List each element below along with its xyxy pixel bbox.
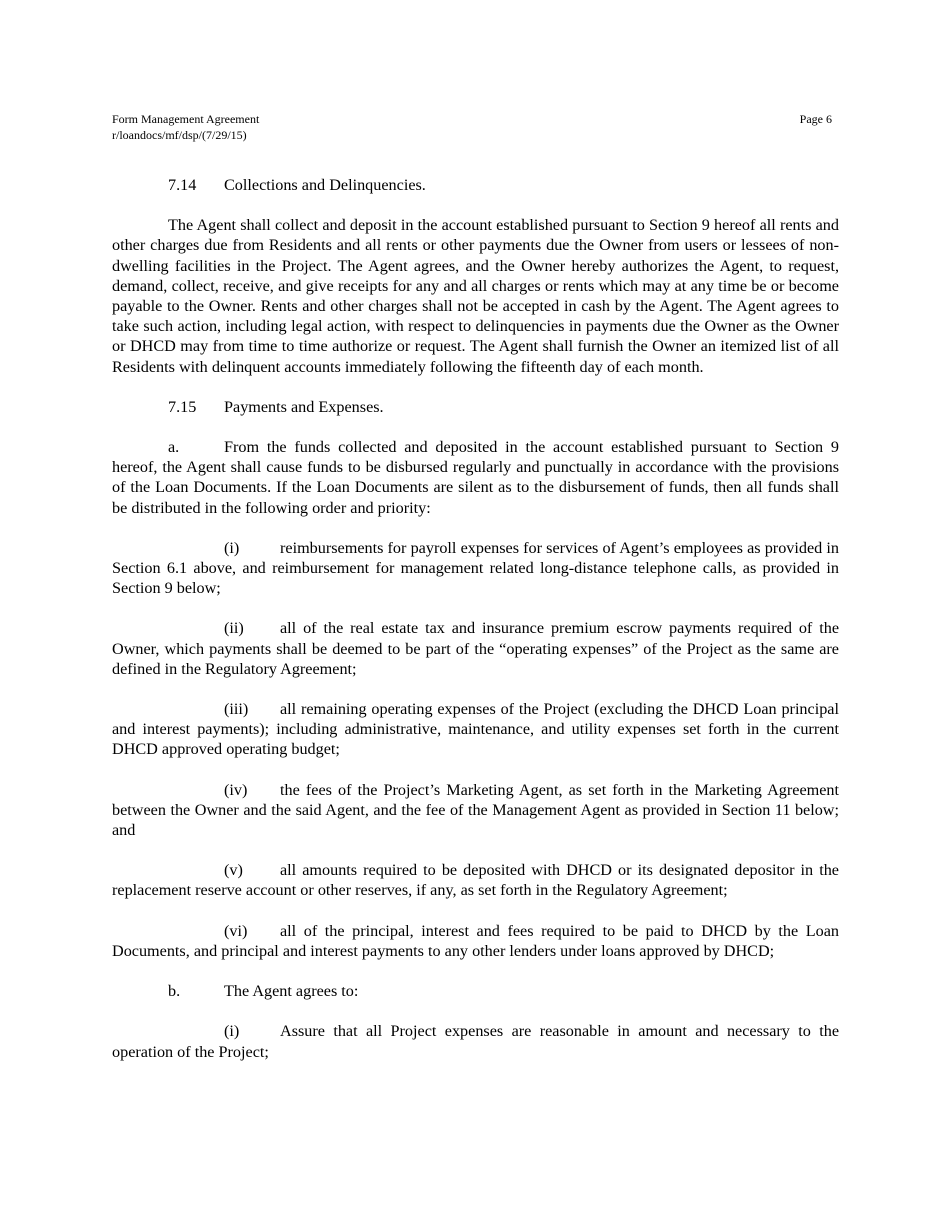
section-7-15-heading: [112, 397, 839, 417]
item-label: (iv): [224, 780, 248, 799]
form-title: Form Management Agreement: [112, 112, 260, 126]
section-7-14-heading: [112, 175, 839, 195]
item-text: all of the principal, interest and fees required to be paid to DHCD by the Loan Documents, and principal and interest payments to any other lenders under loans approved by DHCD;: [112, 921, 839, 960]
list-item: [112, 618, 839, 679]
section-number: 7.15: [168, 397, 197, 416]
list-item: [112, 538, 839, 599]
section-title: Payments and Expenses.: [224, 397, 384, 416]
subsection-a: [112, 437, 839, 518]
list-item: [112, 699, 839, 760]
section-title: Collections and Delinquencies.: [224, 176, 426, 194]
item-label: (i): [224, 538, 240, 557]
subsection-label: b.: [168, 982, 181, 1001]
item-label: (iii): [224, 700, 249, 719]
item-text: all remaining operating expenses of the Project (excluding the DHCD Loan principal and interest payments); including administrative, maintenance, and utility expenses set forth in the current DHCD approved operating budget;: [112, 700, 839, 759]
item-text: all amounts required to be deposited with DHCD or its designated depositor in the replacement reserve account or other reserves, if any, as set forth in the Regulatory Agreement;: [112, 861, 839, 900]
document-body: [112, 175, 839, 1062]
item-text: all of the real estate tax and insurance premium escrow payments required of the Owner, which payments shall be deemed to be part of the “operating expenses” of the Project as the same are defined in the Regulatory Agreement;: [112, 619, 839, 678]
item-label: (vi): [224, 921, 248, 940]
subsection-b: [112, 981, 839, 1001]
subsection-text: The Agent agrees to:: [224, 982, 359, 1001]
section-number: 7.14: [168, 176, 197, 194]
list-item: [112, 860, 839, 900]
item-label: (v): [224, 861, 243, 880]
page-number: Page 6: [799, 112, 832, 126]
section-7-14-body: The Agent shall collect and deposit in the account established pursuant to Section 9 hereof all rents and other charges due from Residents and all rents or other payments due the Owner from users or lessees of non-dwelling facilities in the Project. The Agent agrees, and the Owner hereby authorizes the Agent, to request, demand, collect, receive, and give receipts for any and all charges or rents which may at any time be or become payable to the Owner. Rents and other charges shall not be accepted in cash by the Agent. The Agent agrees to take such action, including legal action, with respect to delinquencies in payments due the Owner as the Owner or DHCD may from time to time authorize or request. The Agent shall furnish the Owner an itemized list of all Residents with delinquent accounts immediately following the fifteenth day of each month.: [112, 216, 839, 376]
subsection-text: From the funds collected and deposited in the account established pursuant to Section 9 hereof, the Agent shall cause funds to be disbursed regularly and punctually in accordance with the provisions of the Loan Documents. If the Loan Documents are silent as to the disbursement of funds, then all funds shall be distributed in the following order and priority:: [112, 438, 839, 517]
list-item: [112, 1021, 839, 1061]
item-label: (ii): [224, 619, 244, 638]
list-item: [112, 921, 839, 961]
doc-reference: r/loandocs/mf/dsp/(7/29/15): [112, 128, 247, 142]
header-left: [112, 111, 259, 143]
list-item: [112, 780, 839, 841]
item-text: Assure that all Project expenses are reasonable in amount and necessary to the operation of the Project;: [112, 1022, 839, 1061]
item-text: the fees of the Project’s Marketing Agent, as set forth in the Marketing Agreement between the Owner and the said Agent, and the fee of the Management Agent as provided in Section 11 below; and: [112, 780, 839, 840]
item-label: (i): [224, 1022, 240, 1041]
subsection-label: a.: [168, 438, 180, 457]
item-text: reimbursements for payroll expenses for services of Agent’s employees as provided in Section 6.1 above, and reimbursement for management related long-distance telephone calls, as provided in Section 9 below;: [112, 538, 839, 598]
